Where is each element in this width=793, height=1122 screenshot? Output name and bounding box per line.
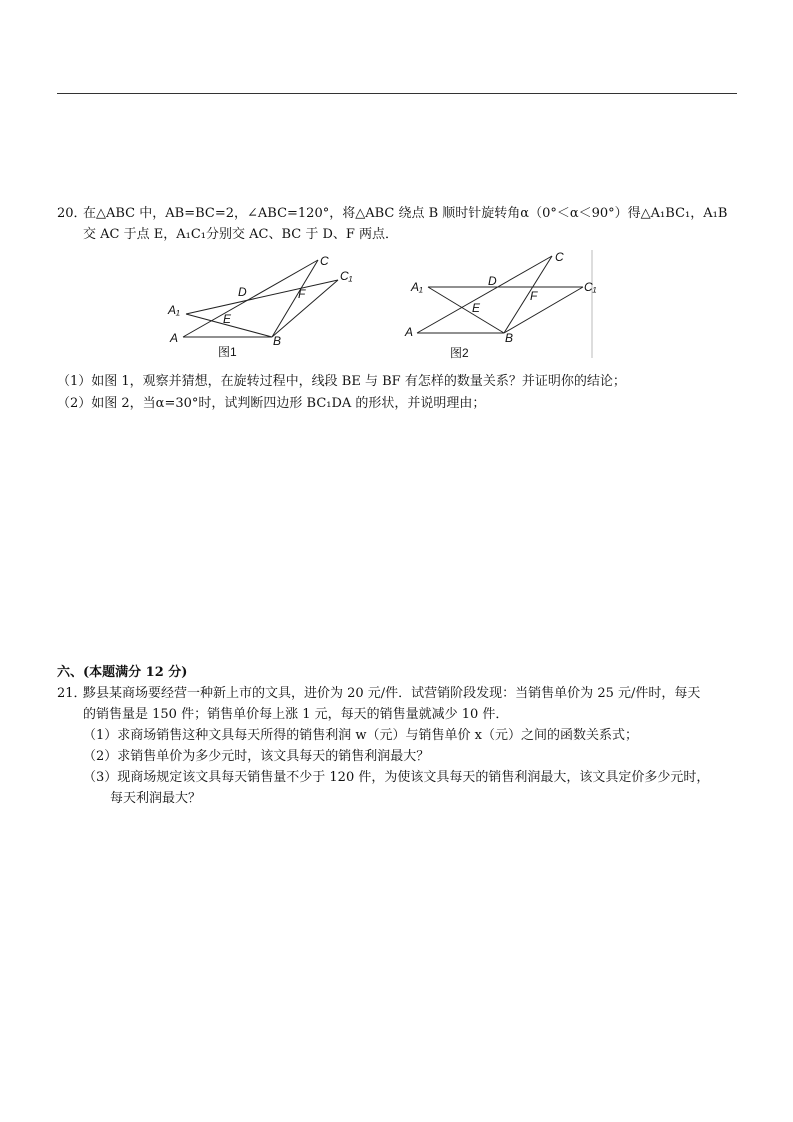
fig1-label-E: E: [223, 312, 232, 326]
q20-text-line1: 在△ABC 中，AB=BC=2，∠ABC=120°，将△ABC 绕点 B 顺时针旋转角α（0°＜α＜90°）得△A₁BC₁，A₁B: [83, 206, 728, 221]
fig2-segment-A1B: [428, 287, 504, 333]
q21-text-line2: 的销售量是 150 件；销售单价每上涨 1 元，每天的销售量就减少 10 件．: [83, 707, 509, 722]
fig1-label-A1: A₁: [168, 303, 180, 317]
q21-number: 21．: [57, 686, 87, 701]
q20-number: 20．: [57, 206, 87, 221]
q21-subquestion-3-line1: （3）现商场规定该文具每天销售量不少于 120 件，为使该文具每天的销售利润最大，该文具定价多少元时，: [83, 770, 710, 785]
fig1-label-F: F: [298, 287, 306, 301]
fig2-label-C: C: [555, 250, 564, 264]
fig2-label-A: A: [405, 325, 414, 339]
q21-subquestion-2: （2）求销售单价为多少元时，该文具每天的销售利润最大？: [83, 749, 430, 764]
fig2-caption: 图2: [450, 346, 469, 360]
fig1-label-A: A: [170, 331, 179, 345]
q20-text-line2: 交 AC 于点 E，A₁C₁分别交 AC、BC 于 D、F 两点．: [83, 227, 399, 242]
fig1-label-D: D: [238, 285, 247, 299]
fig2-segment-BC: [504, 256, 552, 333]
fig2-label-D: D: [488, 274, 497, 288]
q21-subquestion-1: （1）求商场销售这种文具每天所得的销售利润 w（元）与销售单价 x（元）之间的函数关系式；: [83, 728, 638, 743]
fig2-label-F: F: [530, 289, 538, 303]
fig2-segment-BC1: [504, 287, 583, 333]
fig2-label-C1: C₁: [584, 280, 597, 294]
fig2-label-A1: A₁: [411, 280, 423, 294]
fig2-label-B: B: [505, 331, 514, 345]
fig1-caption: 图1: [218, 345, 237, 359]
q20-subquestion-2: （2）如图 2，当α=30°时，试判断四边形 BC₁DA 的形状，并说明理由；: [57, 396, 486, 411]
q20-subquestion-1: （1）如图 1，观察并猜想，在旋转过程中，线段 BE 与 BF 有怎样的数量关系？并证明你的结论；: [57, 374, 626, 389]
fig1-label-C1: C₁: [340, 269, 353, 283]
fig1-label-B: B: [273, 334, 282, 348]
q21-subquestion-3-line2: 每天利润最大？: [110, 791, 202, 806]
q21-text-line1: 黟县某商场要经营一种新上市的文具，进价为 20 元/件．试营销阶段发现：当销售单价为 25 元/件时，每天: [83, 686, 701, 701]
fig2-label-E: E: [472, 301, 481, 315]
fig1-label-C: C: [320, 254, 329, 268]
section-6-heading: 六、(本题满分 12 分): [57, 665, 188, 680]
